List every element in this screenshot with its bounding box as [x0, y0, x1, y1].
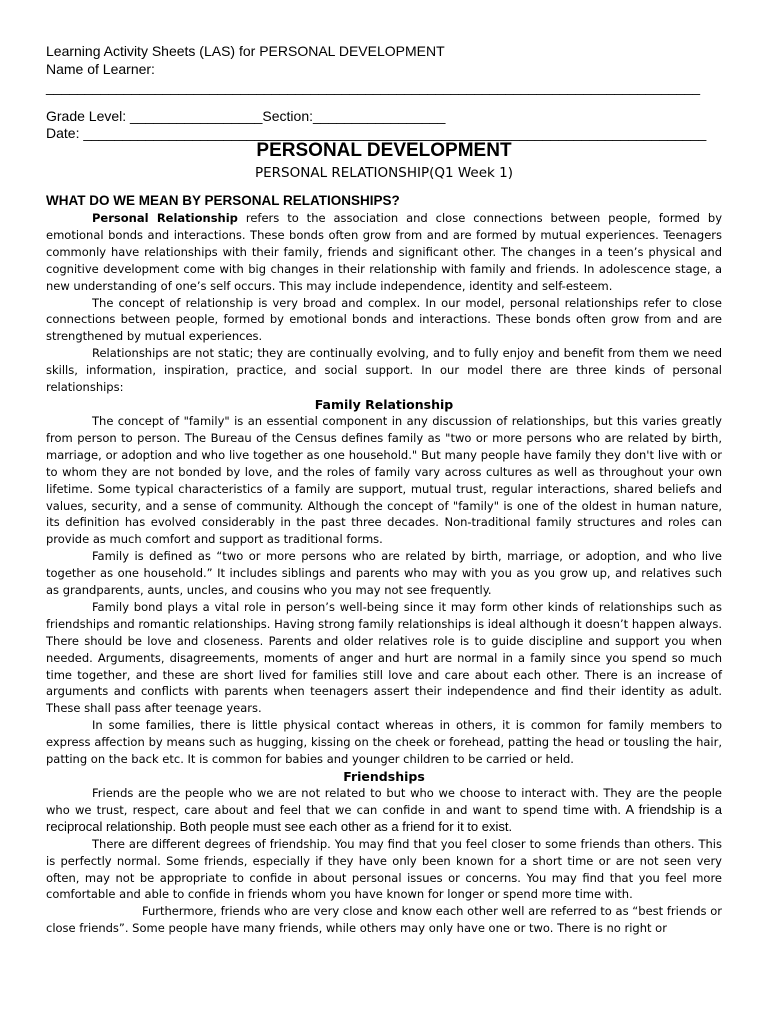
intro-paragraph-1: [46, 210, 722, 295]
friends-paragraph-1: [46, 785, 722, 836]
family-paragraph-2: Family is defined as “two or more persons who are related by birth, marriage, or adoption, and who live together as one household.” It includes siblings and parents who may with you as you grow up, and relatives such as grandparents, aunts, uncles, and cousins who you may not see frequently.: [46, 549, 722, 598]
grade-section-line: Grade Level: _________________Section:_________________: [46, 108, 446, 124]
page-title: PERSONAL DEVELOPMENT: [256, 140, 512, 161]
friendships-heading: Friendships: [343, 769, 425, 784]
family-heading: Family Relationship: [314, 396, 454, 412]
family-paragraph-1: The concept of "family" is an essential component in any discussion of relationships, but this varies greatly from person to person. The Bureau of the Census defines family as "two or more persons who are related by birth, marriage, or adoption and who live together as one household." But many people have family they don't live with or to whom they are not bonded by love, and the roles of family vary across cultures as well as throughout your own lifetime. Some typical characteristics of a family are support, mutual trust, regular interactions, shared beliefs and values, security, and a sense of community. Although the concept of "family" is one of the oldest in human nature, its definition has evolved considerably in the past three decades. Non-traditional family structures and roles can provide as much comfort and support as traditional forms.: [46, 413, 722, 547]
intro-paragraph-1-text: refers to the association and close connections between people, formed by emotional bonds and interactions. These bonds often grow from and are formed by mutual experiences. Teenagers commonly have relationships with their family, friends and significant other. The changes in a teen’s physical and cognitive development come with big changes in their relationship with family and friends. In adolescence stage, a new understanding of one’s self occurs. This may include independence, identity and self-esteem.: [46, 211, 722, 293]
friends-paragraph-1-tail: with. A friendship is a reciprocal relationship. Both people must see each other as a friend for it to exist.: [46, 801, 722, 834]
intro-lead-term: Personal Relationship: [92, 211, 238, 225]
worksheet-title: Learning Activity Sheets (LAS) for PERSONAL DEVELOPMENT: [46, 43, 445, 59]
family-paragraph-4: In some families, there is little physical contact whereas in others, it is common for family members to express affection by means such as hugging, kissing on the cheek or forehead, patting the head or tousling the hair, patting on the back etc. It is common for babies and younger children to be carried or held.: [46, 718, 722, 767]
learner-name-label: Name of Learner:: [46, 61, 155, 77]
friends-paragraph-2: There are different degrees of friendship. You may find that you feel closer to some friends than others. This is perfectly normal. Some friends, especially if they have only been known for a short time or are not seen very often, may not be appropriate to confide in about personal issues or concerns. You may find that you feel more comfortable and able to confide in friends whom you have known for longer or spend more time with.: [46, 836, 722, 902]
friends-paragraph-3: Furthermore, friends who are very close and know each other well are referred to as “best friends or close friends”. Some people have many friends, while others may only have one or two. There is no right or: [46, 904, 722, 936]
date-line: Date: ________________________________________________________________________________: [46, 125, 707, 141]
intro-paragraph-3: Relationships are not static; they are continually evolving, and to fully enjoy and benefit from them we need skills, information, inspiration, practice, and social support. In our model there are three kinds of personal relationships:: [46, 346, 722, 395]
friends-paragraph-1-text: Friends are the people who we are not related to but who we choose to interact with. They are the people who we trust, respect, care about and feel that we can confide in and want to spend time: [46, 786, 722, 817]
page-subtitle: PERSONAL RELATIONSHIP(Q1 Week 1): [254, 165, 514, 181]
section-question: WHAT DO WE MEAN BY PERSONAL RELATIONSHIPS?: [46, 193, 400, 208]
learner-name-line: ____________________________________________________________________________________: [46, 79, 701, 95]
family-paragraph-3: Family bond plays a vital role in person’s well-being since it may form other kinds of relationships such as friendships and romantic relationships. Having strong family relationships is ideal although it doesn’t happen always. There should be love and closeness. Parents and older relatives role is to guide discipline and support you when needed. Arguments, disagreements, moments of anger and hurt are normal in a family since you spend so much time together, and these are short lived for families still love and care about each other. There is an increase of arguments and conflicts with parents when teenagers assert their independence and find their identity as adult. These shall pass after teenage years.: [46, 599, 722, 716]
document-body: [46, 210, 722, 937]
intro-paragraph-2: The concept of relationship is very broad and complex. In our model, personal relationships refer to close connections between people, formed by emotional bonds and interactions. These bonds often grow from and are strengthened by mutual experiences.: [46, 295, 722, 344]
